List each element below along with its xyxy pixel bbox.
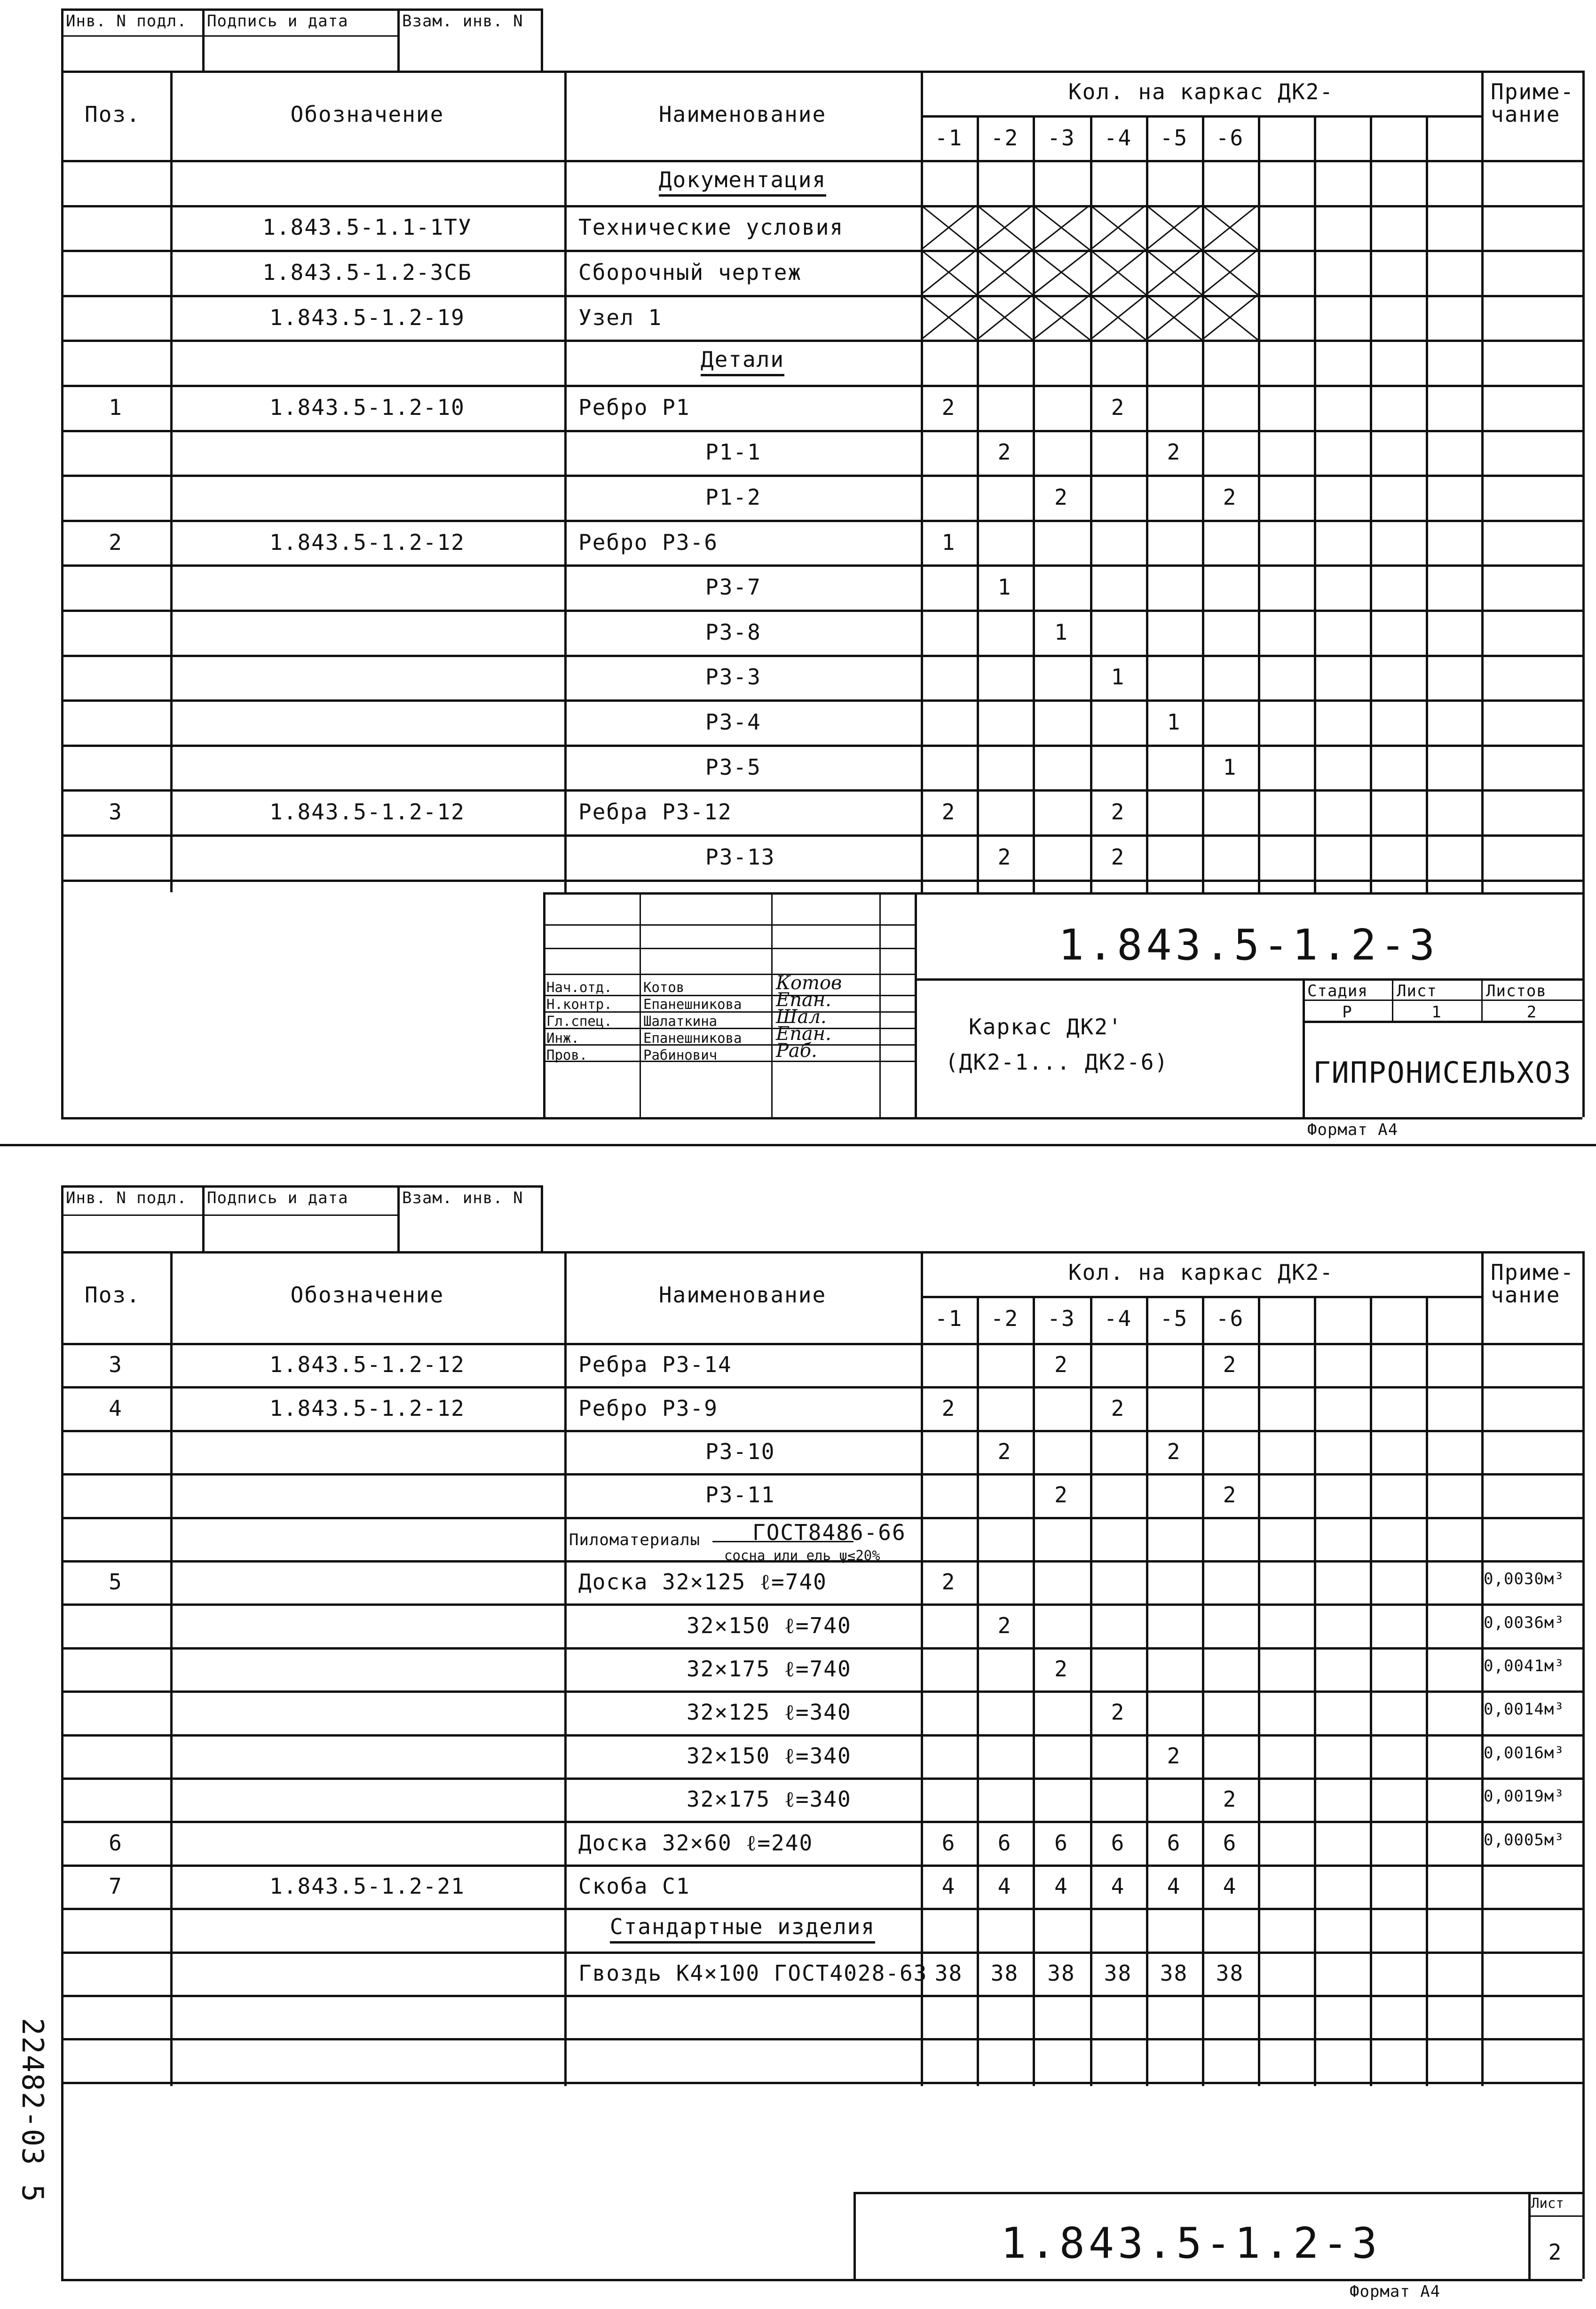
row-qty-4: 2 — [1111, 394, 1125, 420]
sheet-separator — [0, 1144, 1596, 1146]
corner-inv-label: Инв. N подл. — [66, 1189, 187, 1207]
lumber-label: Пиломатериалы — [569, 1530, 701, 1549]
row-pos: 1 — [109, 394, 123, 420]
stamp-person-rule — [543, 1061, 915, 1062]
table-row — [61, 475, 1582, 520]
signature: Раб. — [776, 1040, 817, 1062]
header-pos: Поз. — [85, 1282, 141, 1308]
row-qty-3: 4 — [1054, 1873, 1068, 1899]
header-note-b: чание — [1491, 102, 1561, 127]
corner-sign-label: Подпись и дата — [207, 1189, 348, 1207]
stamp-col — [879, 892, 881, 1117]
stamp-organization: ГИПРОНИСЕЛЬХОЗ — [1313, 1055, 1572, 1090]
row-designation: 1.843.5-1.2-21 — [269, 1873, 465, 1899]
corner-box-right — [541, 1185, 543, 1251]
row-section-title — [564, 1914, 921, 1940]
row-name: Доска 32×125 ℓ=740 — [578, 1569, 827, 1595]
row-qty-1: 6 — [941, 1830, 956, 1856]
corner-box-div1 — [202, 1185, 205, 1251]
header-col-5: -5 — [1160, 1306, 1188, 1331]
row-qty-6: 2 — [1223, 1482, 1237, 1508]
side-inventory-code: 22482-03 5 — [16, 2018, 50, 2203]
row-qty-5: 38 — [1160, 1960, 1188, 1986]
sheet-2 — [0, 1181, 1596, 2309]
stamp-stage: Р — [1342, 1003, 1352, 1022]
row-qty-1: 2 — [941, 1395, 956, 1421]
row-qty-6: 1 — [1223, 754, 1237, 780]
header-qty-rule — [921, 115, 1481, 118]
header-col-2: -2 — [990, 1306, 1019, 1331]
crossed-cells — [921, 295, 1258, 340]
row-qty-3: 2 — [1054, 1656, 1068, 1682]
table-row — [61, 834, 1582, 880]
row-qty-6: 2 — [1223, 1352, 1237, 1378]
row-qty-6: 4 — [1223, 1873, 1237, 1899]
row-qty-1: 4 — [941, 1873, 956, 1899]
header-col-6: -6 — [1216, 1306, 1244, 1331]
row-name: Гвоздь К4×100 ГОСТ4028-63 — [578, 1960, 928, 1986]
row-note: 0,0005м³ — [1484, 1830, 1564, 1849]
row-qty-5: 6 — [1167, 1830, 1181, 1856]
row-designation: 1.843.5-1.2-19 — [269, 304, 465, 330]
header-qty-rule — [921, 1296, 1481, 1298]
row-qty-3: 6 — [1054, 1830, 1068, 1856]
corner-box-top — [61, 1185, 541, 1188]
header-col-4: -4 — [1104, 1306, 1132, 1331]
row-name: 32×150 ℓ=740 — [687, 1612, 852, 1638]
row-name: Сборочный чертеж — [578, 260, 802, 285]
stamp-person-rule — [543, 974, 915, 975]
row-designation: 1.843.5-1.2-10 — [269, 394, 465, 420]
stamp-person-name: Епанешникова — [643, 1030, 742, 1046]
format-label: Формат А4 — [1307, 1120, 1398, 1139]
corner-box-div1 — [202, 8, 205, 71]
lumber-wood: сосна или ель ψ≤20% — [724, 1547, 880, 1563]
row-name: Р3-10 — [705, 1439, 775, 1464]
header-col-6: -6 — [1216, 125, 1244, 151]
row-qty-5: 2 — [1167, 1439, 1181, 1464]
header-note-a: Приме- — [1491, 79, 1575, 104]
row-name: Р3-13 — [705, 844, 775, 870]
row-section-title — [564, 347, 921, 373]
stamp-col — [640, 892, 641, 1117]
header-note-a: Приме- — [1491, 1260, 1575, 1285]
corner-vzam-label: Взам. инв. N — [402, 12, 523, 31]
row-pos: 3 — [109, 1352, 123, 1378]
stamp-sheets: 2 — [1526, 1003, 1537, 1022]
table-row — [61, 1430, 1582, 1473]
stamp-top — [543, 892, 1582, 895]
header-designation: Обозначение — [290, 102, 444, 127]
table-row — [61, 610, 1582, 655]
stamp-col — [771, 892, 773, 1117]
table-row — [61, 1821, 1582, 1864]
row-name: 32×175 ℓ=740 — [687, 1656, 852, 1682]
row-name: Ребра Р3-12 — [578, 799, 732, 825]
row-designation: 1.843.5-1.2-12 — [269, 529, 465, 555]
row-name: Ребра Р3-14 — [578, 1352, 732, 1378]
row-qty-6: 2 — [1223, 1786, 1237, 1812]
row-qty-6: 6 — [1223, 1830, 1237, 1856]
row-designation: 1.843.5-1.2-3СБ — [262, 260, 472, 285]
section-underline: Документация — [659, 167, 826, 197]
header-col-1: -1 — [934, 1306, 963, 1331]
table-top-border — [61, 1251, 1582, 1254]
row-note: 0,0016м³ — [1484, 1743, 1564, 1762]
frame-bottom — [61, 1117, 1582, 1119]
stamp-sheet-label: Лист — [1397, 982, 1437, 1000]
row-qty-3: 1 — [1054, 619, 1068, 645]
row-name: Р3-8 — [705, 619, 761, 645]
crossed-cells — [921, 205, 1258, 250]
row-name: Р3-7 — [705, 574, 761, 600]
row-designation: 1.843.5-1.2-12 — [269, 799, 465, 825]
section-underline: Детали — [701, 347, 784, 376]
row-note: 0,0036м³ — [1484, 1613, 1564, 1632]
stamp-person-name: Рабинович — [643, 1047, 718, 1063]
row-qty-2: 6 — [997, 1830, 1012, 1856]
row-note: 0,0019м³ — [1484, 1787, 1564, 1806]
stamp2-sheet: 2 — [1548, 2239, 1563, 2265]
signature: Котов — [776, 972, 842, 994]
row-pos: 2 — [109, 529, 123, 555]
corner-box-mid — [61, 1214, 397, 1216]
row-name: 32×125 ℓ=340 — [687, 1699, 852, 1725]
header-col-4: -4 — [1104, 125, 1132, 151]
row-qty-1: 1 — [941, 529, 956, 555]
header-name: Наименование — [658, 1282, 827, 1308]
row-name: Р3-4 — [705, 709, 761, 735]
header-qty-title: Кол. на каркас ДК2- — [1068, 79, 1334, 104]
row-note: 0,0014м³ — [1484, 1700, 1564, 1719]
row-pos: 5 — [109, 1569, 123, 1595]
stamp-left — [543, 892, 545, 1117]
header-col-2: -2 — [990, 125, 1019, 151]
header-col-1: -1 — [934, 125, 963, 151]
stamp-sheet: 1 — [1431, 1003, 1442, 1022]
row-designation: 1.843.5-1.2-12 — [269, 1352, 465, 1378]
row-qty-4: 4 — [1111, 1873, 1125, 1899]
sheet-1 — [0, 0, 1596, 1138]
table-row — [61, 1473, 1582, 1516]
stamp-role: Инж. — [546, 1030, 579, 1046]
row-qty-2: 2 — [997, 1439, 1012, 1464]
signature: Епан. — [776, 1023, 831, 1045]
row-qty-4: 2 — [1111, 844, 1125, 870]
row-name: Ребро Р3-6 — [578, 529, 718, 555]
corner-sign-label: Подпись и дата — [207, 12, 348, 31]
row-name: Ребро Р3-9 — [578, 1395, 718, 1421]
stamp-sheets-label: Листов — [1486, 982, 1547, 1000]
stamp-stage-label: Стадия — [1307, 982, 1368, 1000]
table-row — [61, 430, 1582, 475]
table-row — [61, 1995, 1582, 2038]
stamp-role: Н.контр. — [546, 996, 612, 1012]
row-qty-4: 2 — [1111, 1699, 1125, 1725]
row-qty-5: 2 — [1167, 1743, 1181, 1769]
row-rule — [61, 2082, 1582, 2084]
row-qty-2: 2 — [997, 1612, 1012, 1638]
row-note: 0,0041м³ — [1484, 1657, 1564, 1675]
row-qty-2: 4 — [997, 1873, 1012, 1899]
stamp-role: Гл.спец. — [546, 1013, 612, 1029]
format-label-2: Формат А4 — [1350, 2282, 1441, 2301]
row-name: Р3-3 — [705, 664, 761, 690]
header-col-5: -5 — [1160, 125, 1188, 151]
row-section-title — [564, 169, 921, 190]
signature: Шал. — [776, 1006, 827, 1028]
table-row — [61, 699, 1582, 745]
row-qty-4: 38 — [1104, 1960, 1132, 1986]
header-qty-title: Кол. на каркас ДК2- — [1068, 1260, 1334, 1285]
stamp-row — [543, 948, 915, 949]
lumber-gost: ГОСТ8486-66 — [752, 1519, 906, 1545]
stamp-title-line1: Каркас ДК2' — [969, 1014, 1122, 1039]
header-col-3: -3 — [1047, 1306, 1075, 1331]
corner-box-top — [61, 8, 541, 11]
stamp-person-name: Шалаткина — [643, 1013, 718, 1029]
stamp-document-code: 1.843.5-1.2-3 — [1058, 920, 1439, 970]
row-qty-5: 2 — [1167, 439, 1181, 465]
corner-box-left — [61, 8, 63, 71]
table-row — [61, 2038, 1582, 2081]
row-name: 32×150 ℓ=340 — [687, 1743, 852, 1769]
stamp2-sheet-label: Лист — [1531, 2195, 1564, 2211]
corner-box-div2 — [397, 1185, 400, 1251]
row-qty-3: 38 — [1047, 1960, 1075, 1986]
row-name: Скоба С1 — [578, 1873, 690, 1899]
row-qty-1: 2 — [941, 1569, 956, 1595]
row-qty-3: 2 — [1054, 1352, 1068, 1378]
corner-box-div2 — [397, 8, 400, 71]
signature: Епан. — [776, 989, 831, 1011]
row-qty-6: 38 — [1216, 1960, 1244, 1986]
row-name: Р1-2 — [705, 484, 761, 510]
row-qty-3: 2 — [1054, 484, 1068, 510]
row-qty-2: 1 — [997, 574, 1012, 600]
row-designation: 1.843.5-1.2-12 — [269, 1395, 465, 1421]
stamp2-top — [853, 2192, 1582, 2194]
table-top-border — [61, 71, 1582, 73]
stamp2-document-code: 1.843.5-1.2-3 — [1001, 2219, 1381, 2268]
row-name: Ребро Р1 — [578, 394, 690, 420]
row-qty-1: 38 — [934, 1960, 963, 1986]
row-qty-1: 2 — [941, 799, 956, 825]
row-qty-3: 2 — [1054, 1482, 1068, 1508]
corner-box-left — [61, 1185, 63, 1251]
row-qty-2: 38 — [990, 1960, 1019, 1986]
row-qty-4: 2 — [1111, 799, 1125, 825]
corner-inv-label: Инв. N подл. — [66, 12, 187, 31]
row-pos: 3 — [109, 799, 123, 825]
stamp-title-line2: (ДК2-1... ДК2-6) — [945, 1049, 1169, 1075]
stamp-person-name: Епанешникова — [643, 996, 742, 1012]
header-note-b: чание — [1491, 1282, 1561, 1308]
corner-box-mid — [61, 35, 397, 37]
frame-right — [1582, 1251, 1585, 2279]
table-row — [61, 655, 1582, 700]
header-designation: Обозначение — [290, 1282, 444, 1308]
crossed-cells — [921, 250, 1258, 295]
row-name: Узел 1 — [578, 304, 663, 330]
stamp-role: Нач.отд. — [546, 979, 612, 995]
stamp-person-name: Котов — [643, 979, 685, 995]
row-qty-2: 2 — [997, 844, 1012, 870]
stamp-row — [543, 924, 915, 926]
header-col-3: -3 — [1047, 125, 1075, 151]
row-qty-5: 1 — [1167, 709, 1181, 735]
row-name: Технические условия — [578, 214, 844, 240]
row-qty-4: 1 — [1111, 664, 1125, 690]
corner-box-right — [541, 8, 543, 71]
section-underline: Стандартные изделия — [610, 1914, 875, 1944]
row-pos: 6 — [109, 1830, 123, 1856]
row-qty-4: 2 — [1111, 1395, 1125, 1421]
row-qty-1: 2 — [941, 394, 956, 420]
stamp2-sheet-rule — [1528, 2215, 1582, 2217]
row-name: Р3-11 — [705, 1482, 775, 1508]
row-name: Доска 32×60 ℓ=240 — [578, 1830, 814, 1856]
header-pos: Поз. — [85, 102, 141, 127]
row-qty-5: 4 — [1167, 1873, 1181, 1899]
stamp-role: Пров. — [546, 1047, 588, 1063]
row-name: Р3-5 — [705, 754, 761, 780]
corner-vzam-label: Взам. инв. N — [402, 1189, 523, 1207]
table-row — [61, 564, 1582, 610]
row-qty-2: 2 — [997, 439, 1012, 465]
row-note: 0,0030м³ — [1484, 1570, 1564, 1589]
row-pos: 7 — [109, 1873, 123, 1899]
stamp2-sheet-divider — [1528, 2192, 1531, 2279]
row-qty-6: 2 — [1223, 484, 1237, 510]
frame-right — [1582, 71, 1585, 1117]
row-name: 32×175 ℓ=340 — [687, 1786, 852, 1812]
header-name: Наименование — [658, 102, 827, 127]
row-rule — [61, 880, 1582, 882]
row-pos: 4 — [109, 1395, 123, 1421]
frame-bottom — [61, 2279, 1582, 2281]
row-designation: 1.843.5-1.1-1ТУ — [262, 214, 472, 240]
table-row — [61, 745, 1582, 790]
row-qty-4: 6 — [1111, 1830, 1125, 1856]
lumber-fraction-line — [712, 1541, 853, 1542]
row-name: Р1-1 — [705, 439, 761, 465]
